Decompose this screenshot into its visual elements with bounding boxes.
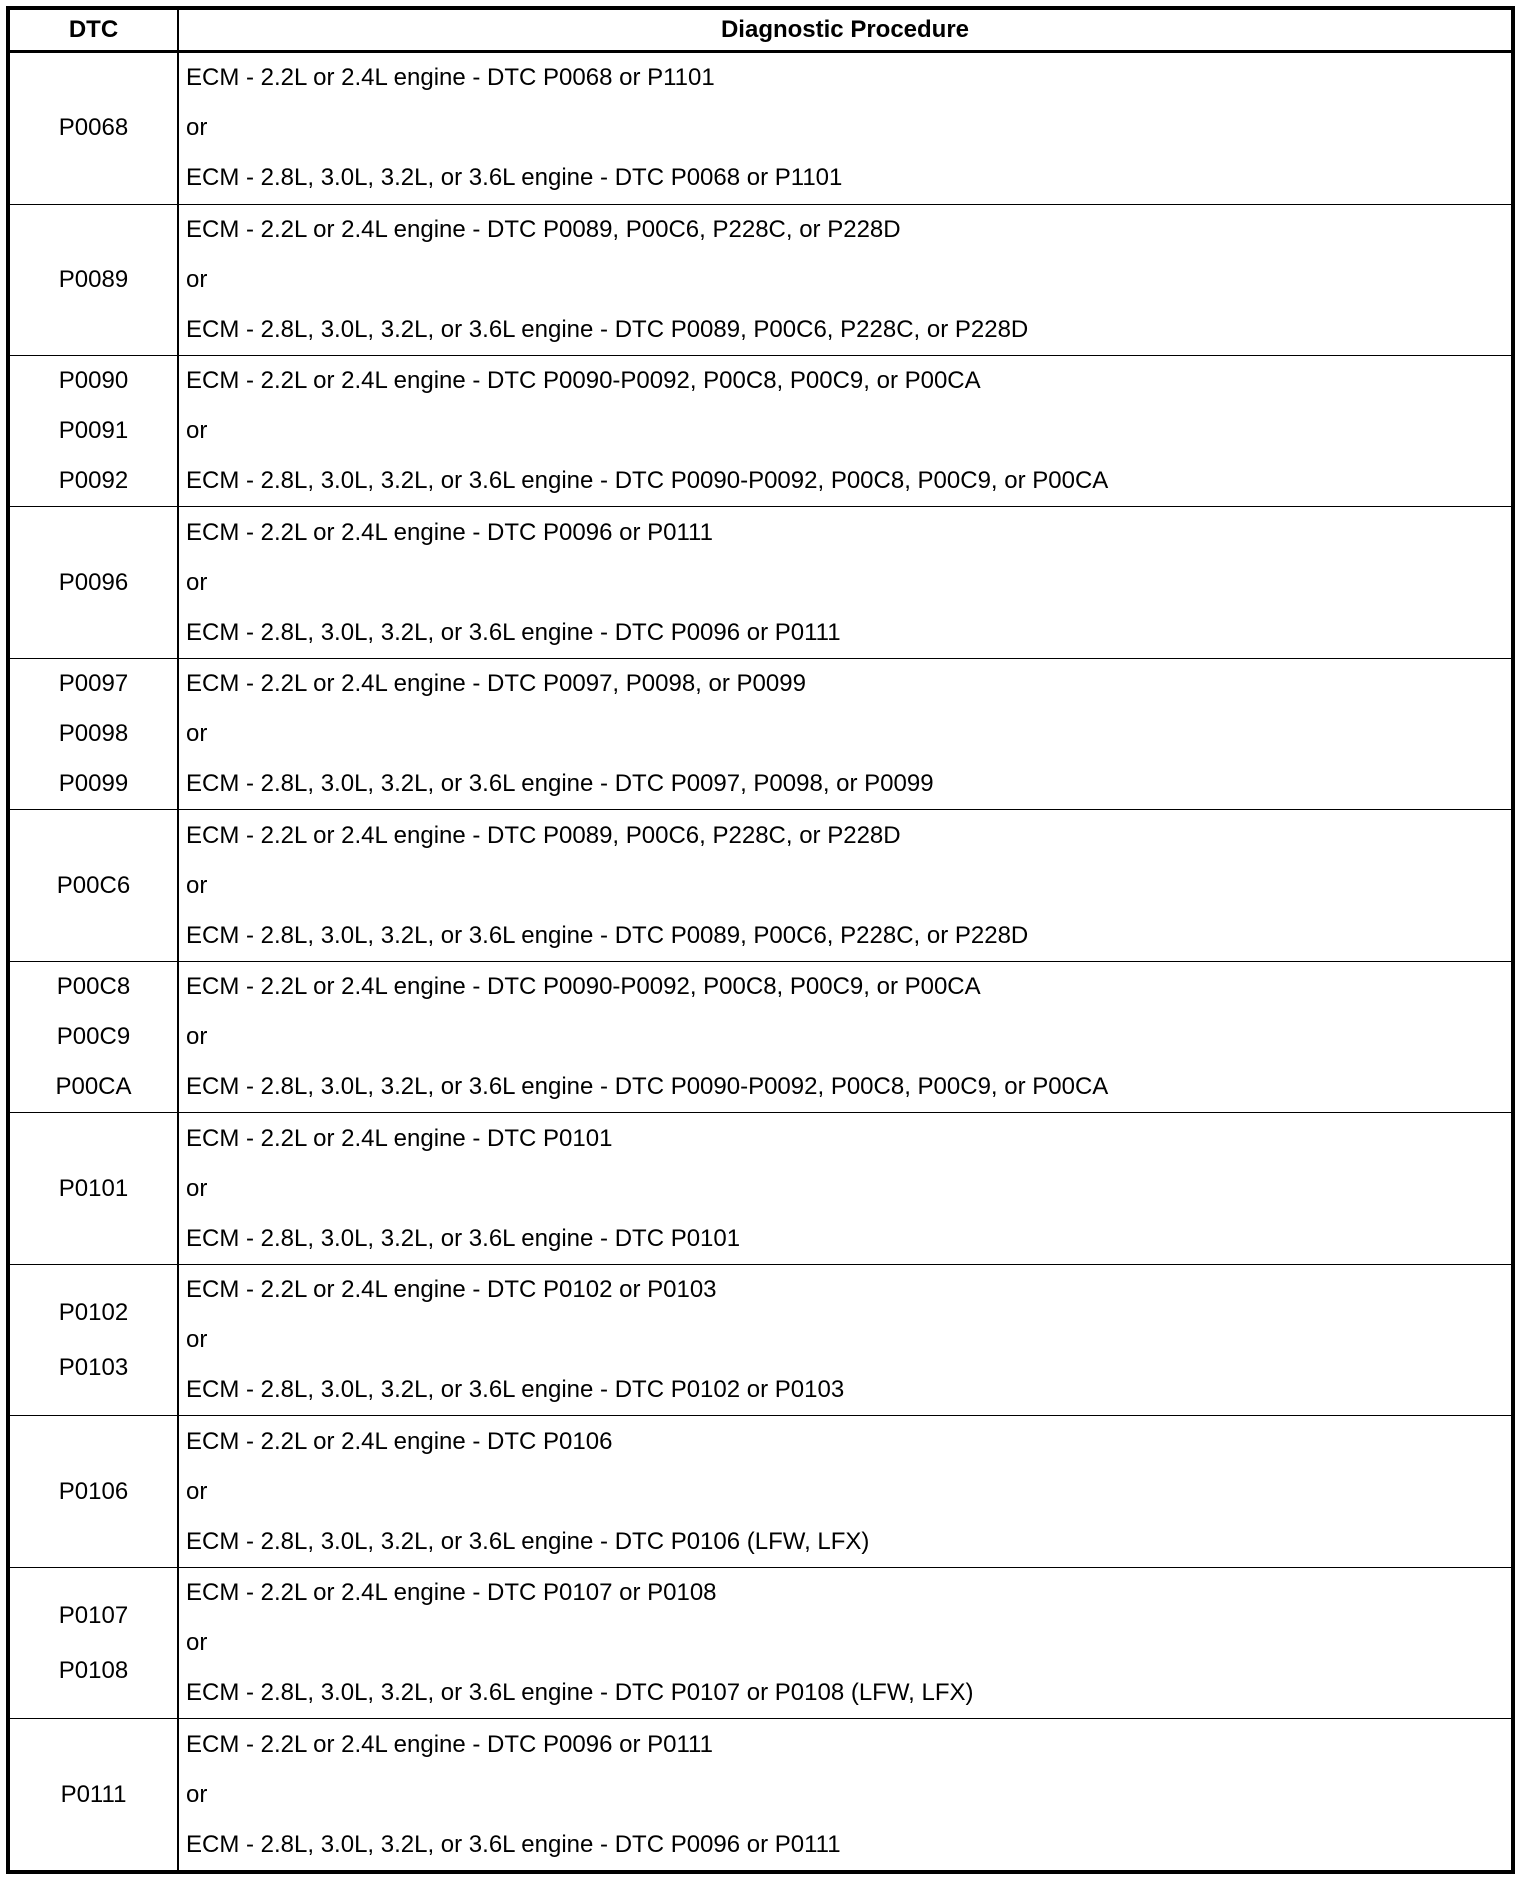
table-row — [8, 961, 1513, 1112]
dtc-code-cell — [8, 961, 178, 1112]
dtc-code: P0097 — [58, 670, 129, 698]
procedure-link-text: ECM - 2.8L, 3.0L, 3.2L, or 3.6L engine - DTC P0107 or P0108 (LFW, LFX) — [186, 1679, 974, 1707]
procedure-or-separator: or — [186, 1326, 208, 1354]
table-row — [8, 52, 1513, 205]
diagnostic-procedure-cell — [178, 355, 1513, 506]
table-row — [8, 810, 1513, 961]
procedure-or-separator: or — [186, 114, 208, 142]
diagnostic-procedure-cell — [178, 507, 1513, 658]
procedure-link-text: ECM - 2.2L or 2.4L engine - DTC P0097, P0098, or P0099 — [186, 670, 806, 698]
dtc-code: P0106 — [58, 1477, 129, 1505]
dtc-code-cell — [8, 52, 178, 205]
diagnostic-procedure-cell — [178, 1719, 1513, 1872]
dtc-code-cell — [8, 810, 178, 961]
diagnostic-procedure-cell — [178, 658, 1513, 809]
header-dtc: DTC — [8, 8, 178, 52]
dtc-code: P00C8 — [56, 973, 131, 1001]
procedure-link-text: ECM - 2.8L, 3.0L, 3.2L, or 3.6L engine - DTC P0096 or P0111 — [186, 1830, 841, 1858]
dtc-code: P0099 — [58, 770, 129, 798]
table-row — [8, 1113, 1513, 1264]
procedure-or-separator: or — [186, 720, 208, 748]
procedure-link-text: ECM - 2.8L, 3.0L, 3.2L, or 3.6L engine - DTC P0097, P0098, or P0099 — [186, 770, 934, 798]
procedure-link-text: ECM - 2.8L, 3.0L, 3.2L, or 3.6L engine - DTC P0106 (LFW, LFX) — [186, 1527, 870, 1555]
diagnostic-procedure-cell — [178, 1567, 1513, 1718]
diagnostic-procedure-cell — [178, 1113, 1513, 1264]
dtc-code-cell — [8, 1719, 178, 1872]
procedure-link-text: ECM - 2.2L or 2.4L engine - DTC P0106 — [186, 1427, 613, 1455]
table-body — [8, 52, 1513, 1873]
procedure-link-text: ECM - 2.8L, 3.0L, 3.2L, or 3.6L engine - DTC P0102 or P0103 — [186, 1376, 845, 1404]
procedure-link-text: ECM - 2.2L or 2.4L engine - DTC P0102 or P0103 — [186, 1276, 717, 1304]
dtc-code: P00C6 — [56, 871, 131, 899]
procedure-link-text: ECM - 2.2L or 2.4L engine - DTC P0090-P0092, P00C8, P00C9, or P00CA — [186, 367, 981, 395]
procedure-link-text: ECM - 2.2L or 2.4L engine - DTC P0107 or P0108 — [186, 1579, 717, 1607]
procedure-link-text: ECM - 2.8L, 3.0L, 3.2L, or 3.6L engine - DTC P0090-P0092, P00C8, P00C9, or P00CA — [186, 467, 1109, 495]
table-row — [8, 658, 1513, 809]
procedure-link-text: ECM - 2.2L or 2.4L engine - DTC P0096 or P0111 — [186, 1730, 713, 1758]
diagnostic-procedure-cell — [178, 961, 1513, 1112]
procedure-link-text: ECM - 2.2L or 2.4L engine - DTC P0090-P0092, P00C8, P00C9, or P00CA — [186, 973, 981, 1001]
dtc-table — [6, 6, 1515, 1874]
dtc-code: P0092 — [58, 467, 129, 495]
procedure-link-text: ECM - 2.8L, 3.0L, 3.2L, or 3.6L engine - DTC P0089, P00C6, P228C, or P228D — [186, 921, 1029, 949]
dtc-code-cell — [8, 507, 178, 658]
procedure-or-separator: or — [186, 1629, 208, 1657]
diagnostic-procedure-cell — [178, 1264, 1513, 1415]
dtc-code-cell — [8, 355, 178, 506]
dtc-code: P00CA — [55, 1073, 132, 1101]
dtc-code-cell — [8, 1416, 178, 1567]
dtc-code: P0098 — [58, 720, 129, 748]
procedure-link-text: ECM - 2.8L, 3.0L, 3.2L, or 3.6L engine - DTC P0068 or P1101 — [186, 164, 843, 192]
diagnostic-procedure-cell — [178, 1416, 1513, 1567]
diagnostic-procedure-cell — [178, 810, 1513, 961]
procedure-link-text: ECM - 2.8L, 3.0L, 3.2L, or 3.6L engine - DTC P0096 or P0111 — [186, 618, 841, 646]
dtc-code: P0096 — [58, 568, 129, 596]
procedure-link-text: ECM - 2.2L or 2.4L engine - DTC P0101 — [186, 1124, 613, 1152]
procedure-link-text: ECM - 2.8L, 3.0L, 3.2L, or 3.6L engine - DTC P0101 — [186, 1224, 741, 1252]
dtc-code-cell — [8, 658, 178, 809]
dtc-code: P0102 — [58, 1299, 129, 1327]
procedure-link-text: ECM - 2.8L, 3.0L, 3.2L, or 3.6L engine - DTC P0089, P00C6, P228C, or P228D — [186, 315, 1029, 343]
dtc-code-cell — [8, 1264, 178, 1415]
dtc-code: P0108 — [58, 1657, 129, 1685]
table-row — [8, 204, 1513, 355]
procedure-or-separator: or — [186, 1023, 208, 1051]
dtc-code: P00C9 — [56, 1023, 131, 1051]
table-row — [8, 1264, 1513, 1415]
procedure-or-separator: or — [186, 417, 208, 445]
procedure-or-separator: or — [186, 871, 208, 899]
procedure-or-separator: or — [186, 1780, 208, 1808]
dtc-code: P0103 — [58, 1354, 129, 1382]
table-row — [8, 1567, 1513, 1718]
procedure-link-text: ECM - 2.8L, 3.0L, 3.2L, or 3.6L engine - DTC P0090-P0092, P00C8, P00C9, or P00CA — [186, 1073, 1109, 1101]
table-row — [8, 355, 1513, 506]
dtc-code: P0090 — [58, 367, 129, 395]
header-diagnostic-procedure: Diagnostic Procedure — [178, 8, 1513, 52]
dtc-code-cell — [8, 1113, 178, 1264]
table-row — [8, 507, 1513, 658]
table-row — [8, 1719, 1513, 1872]
dtc-code: P0101 — [58, 1174, 129, 1202]
procedure-link-text: ECM - 2.2L or 2.4L engine - DTC P0068 or P1101 — [186, 64, 715, 92]
procedure-or-separator: or — [186, 1174, 208, 1202]
procedure-link-text: ECM - 2.2L or 2.4L engine - DTC P0089, P00C6, P228C, or P228D — [186, 821, 901, 849]
table-row — [8, 1416, 1513, 1567]
dtc-code: P0068 — [58, 114, 129, 142]
diagnostic-procedure-cell — [178, 52, 1513, 205]
dtc-code: P0107 — [58, 1602, 129, 1630]
table-header-row — [8, 8, 1513, 52]
diagnostic-procedure-cell — [178, 204, 1513, 355]
dtc-code: P0089 — [58, 265, 129, 293]
dtc-code: P0111 — [60, 1780, 127, 1808]
dtc-code-cell — [8, 204, 178, 355]
dtc-code: P0091 — [58, 417, 129, 445]
dtc-code-cell — [8, 1567, 178, 1718]
procedure-or-separator: or — [186, 568, 208, 596]
procedure-or-separator: or — [186, 265, 208, 293]
procedure-link-text: ECM - 2.2L or 2.4L engine - DTC P0089, P00C6, P228C, or P228D — [186, 215, 901, 243]
procedure-or-separator: or — [186, 1477, 208, 1505]
procedure-link-text: ECM - 2.2L or 2.4L engine - DTC P0096 or P0111 — [186, 518, 713, 546]
